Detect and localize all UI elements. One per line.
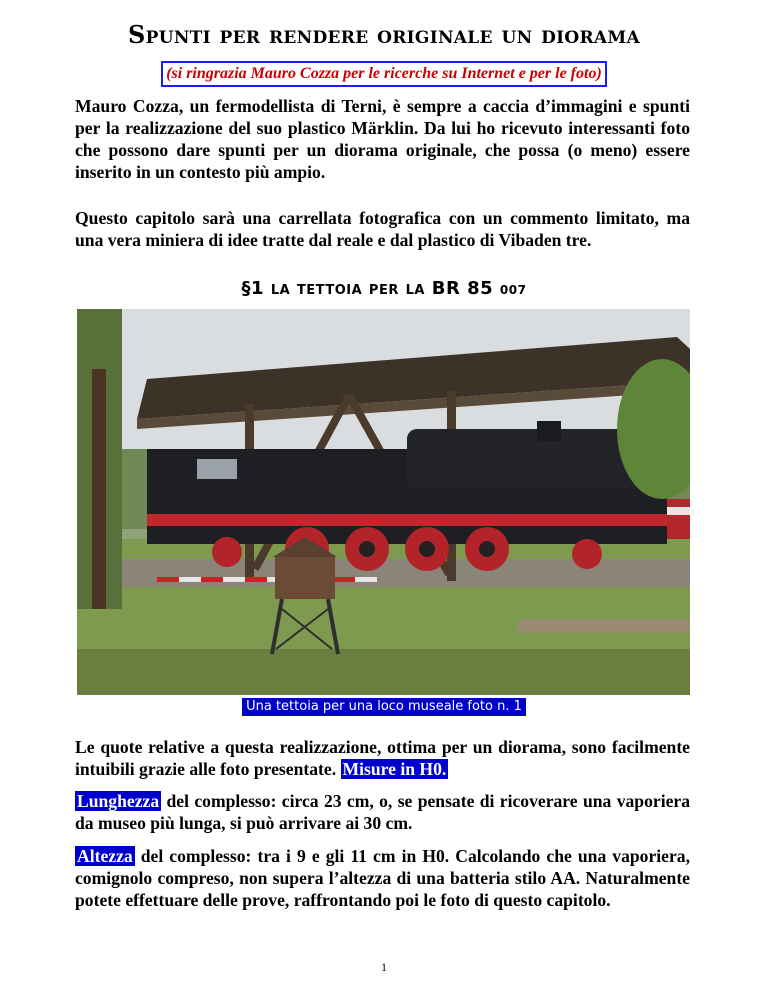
intro-paragraph: Mauro Cozza, un fermodellista di Terni, è sempre a caccia d’immagini e spunti per la realizzazione del suo plastico Märklin. Da lui ho ricevuto interessanti foto che possono dare spunti per un diorama originale, che possa (o meno) essere inserito in un contesto più ampio. — [75, 96, 690, 182]
photo-caption — [0, 697, 768, 716]
measures-highlight: Misure in H0. — [342, 759, 447, 779]
locomotive-shed-photo — [77, 309, 690, 695]
length-highlight: Lunghezza — [77, 791, 160, 811]
height-highlight: Altezza — [77, 846, 133, 866]
height-paragraph — [75, 845, 690, 911]
length-paragraph — [75, 790, 690, 834]
document-subtitle — [0, 61, 768, 87]
section-heading-number: 007 — [499, 283, 527, 297]
document-title: Spunti per rendere originale un diorama — [127, 20, 641, 49]
measures-text: Le quote relative a questa realizzazione, ottima per un diorama, sono facilmente intuibili grazie alle foto presentate. — [75, 737, 690, 779]
photo-caption-text: Una tettoia per una loco museale foto n. 1 — [242, 698, 526, 716]
section-heading-text: §1 la tettoia per la BR 85 — [241, 278, 494, 299]
section-heading — [0, 278, 768, 299]
subtitle-text: (si ringrazia Mauro Cozza per le ricerche su Internet e per le foto) — [161, 61, 607, 87]
height-text: del complesso: tra i 9 e gli 11 cm in H0. Calcolando che una vaporiera, comignolo compreso, non supera l’altezza di una batteria stilo AA. Naturalmente potete effettuare delle prove, raffrontando poi le foto di questo capitolo. — [75, 846, 690, 910]
length-text: del complesso: circa 23 cm, o, se pensate di ricoverare una vaporiera da museo più lunga, si può arrivare ai 30 cm. — [75, 791, 690, 833]
page-number: 1 — [381, 960, 387, 974]
chapter-paragraph: Questo capitolo sarà una carrellata fotografica con un commento limitato, ma una vera miniera di idee tratte dal reale e dal plastico di Vibaden tre. — [75, 208, 690, 250]
measures-paragraph — [75, 736, 690, 780]
